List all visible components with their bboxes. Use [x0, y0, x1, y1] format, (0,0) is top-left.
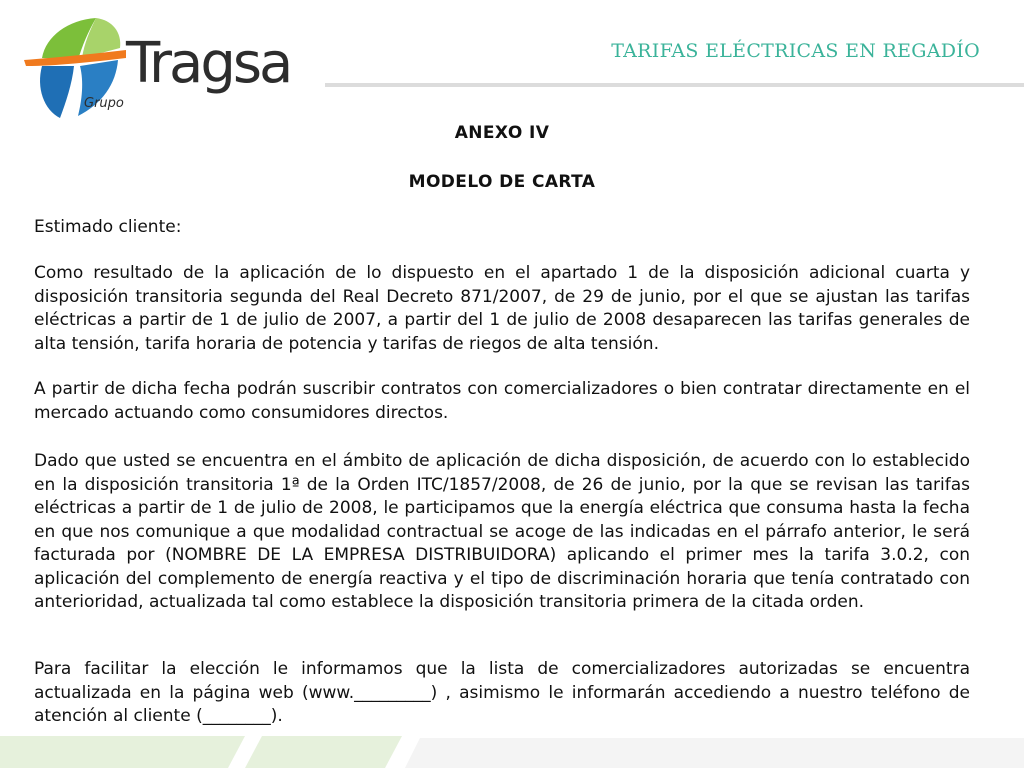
logo-wordmark: Tragsa [126, 31, 291, 96]
header-title: TARIFAS ELÉCTRICAS EN REGADÍO [611, 40, 980, 62]
letter-paragraph: Como resultado de la aplicación de lo dispuesto en el apartado 1 de la disposición adicional cuarta y disposición transitoria segunda del Real Decreto 871/2007, de 29 de junio, por el que se ajustan las tarifas eléctricas a partir de 1 de julio de 2007, a partir del 1 de julio de 2008 desaparecen las tarifas generales de alta tensión, tarifa horaria de potencia y tarifas de riegos de alta tensión. [34, 263, 970, 354]
letter-paragraph: A partir de dicha fecha podrán suscribir contratos con comercializadores o bien contratar directamente en el mercado actuando como consumidores directos. [34, 379, 970, 423]
header-divider [325, 83, 1024, 87]
letter-paragraph: Dado que usted se encuentra en el ámbito de aplicación de dicha disposición, de acuerdo con lo establecido en la disposición transitoria 1ª de la Orden ITC/1857/2008, de 26 de junio, por la que se revisan las tarifas eléctricas a partir de 1 de julio de 2008, le participamos que la energía eléctrica que consuma hasta la fecha en que nos comunique a que modalidad contractual se acoge de las indicadas en el párrafo anterior, le será facturada por (NOMBRE DE LA EMPRESA DISTRIBUIDORA) aplicando el primer mes la tarifa 3.0.2, con aplicación del complemento de energía reactiva y el tipo de discriminación horaria que tenía contratado con anterioridad, actualizada tal como establece la disposición transitoria primera de la citada orden. [34, 451, 970, 612]
footer-decoration [0, 730, 1024, 768]
annex-title: ANEXO IV [454, 123, 550, 143]
letter-subtitle: MODELO DE CARTA [408, 172, 596, 192]
tragsa-logo [22, 14, 292, 122]
letter-greeting: Estimado cliente: [34, 217, 182, 237]
logo-subtitle: Grupo [84, 96, 124, 111]
letter-paragraph: Para facilitar la elección le informamos que la lista de comercializadores autorizadas se encuentra actualizada en la página web (www._________) , asimismo le informarán accediendo a nuestro teléfono de atención al cliente (________). [34, 659, 970, 726]
